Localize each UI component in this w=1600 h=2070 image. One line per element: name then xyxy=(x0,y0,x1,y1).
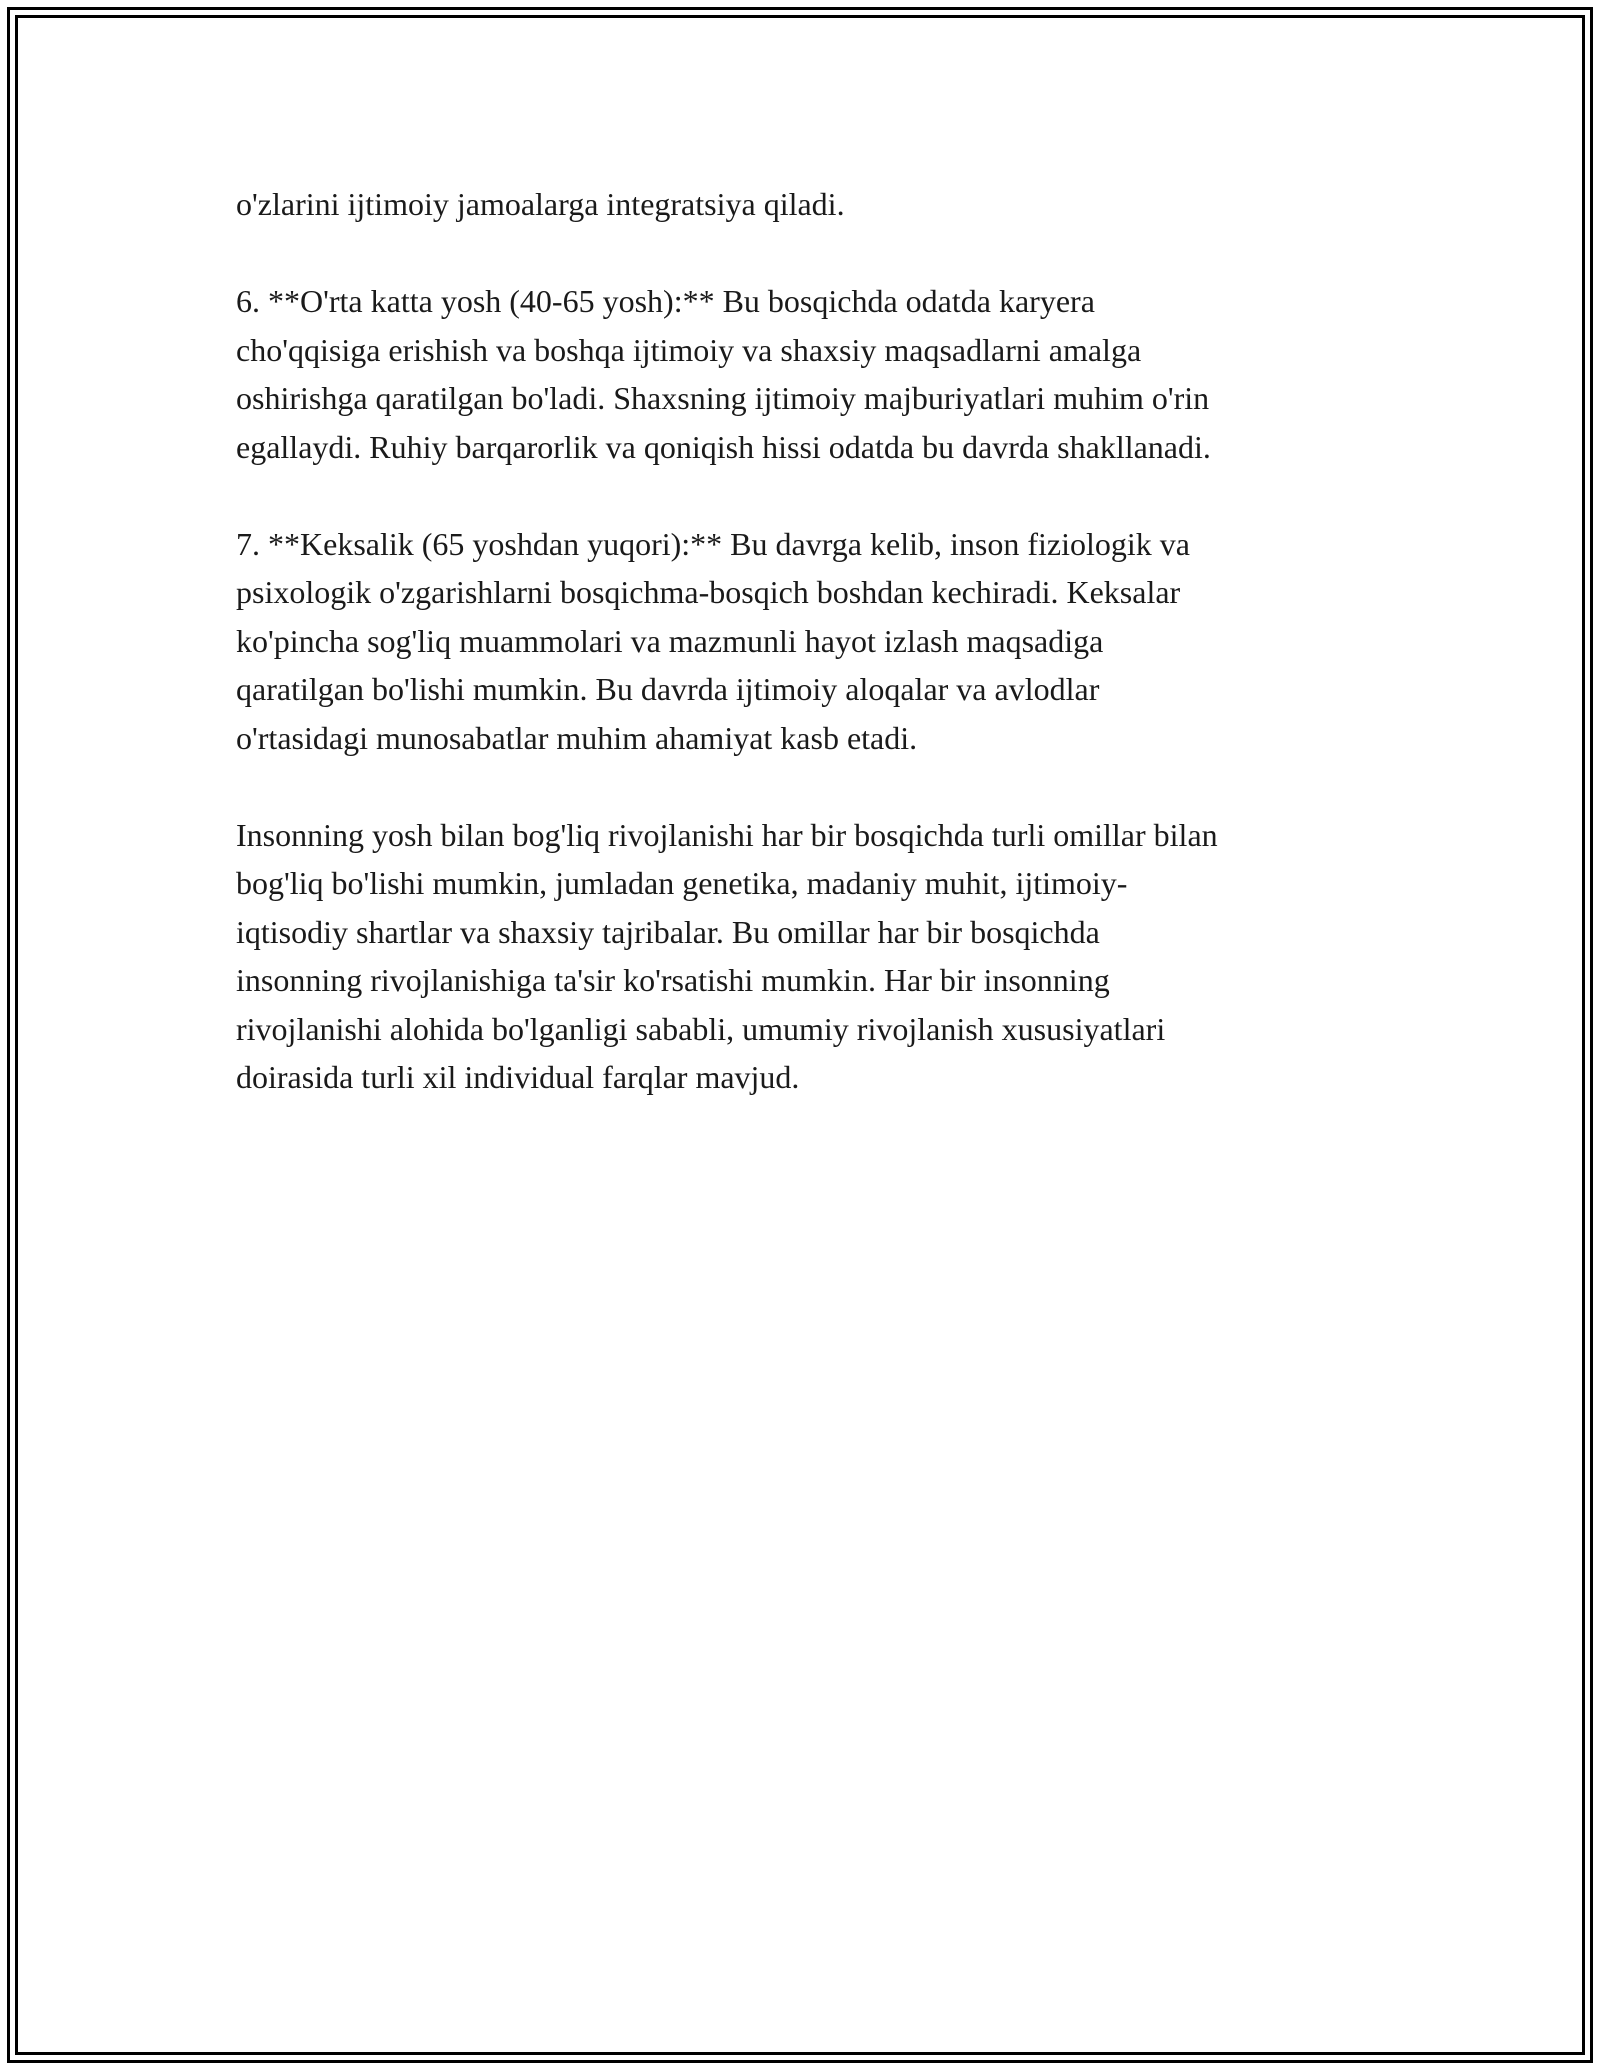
paragraph-middle-adulthood: 6. **O'rta katta yosh (40-65 yosh):** Bu bosqichda odatda karyera cho'qqisiga erishish va boshqa ijtimoiy va shaxsiy maqsadlarni amalga oshirishga qaratilgan bo'ladi. Shaxsning ijtimoiy majburiyatlari muhim o'rin egallaydi. Ruhiy barqarorlik va qoniqish hissi odatda bu davrda shakllanadi. xyxy=(236,283,1211,465)
paragraph-conclusion: Insonning yosh bilan bog'liq rivojlanishi har bir bosqichda turli omillar bilan bog'liq bo'lishi mumkin, jumladan genetika, madaniy muhit, ijtimoiy- iqtisodiy shartlar va shaxsiy tajribalar. Bu omillar har bir bosqichda insonning rivojlanishiga ta'sir ko'rsatishi mumkin. Har bir insonning rivojlanishi alohida bo'lganligi sababli, umumiy rivojlanish xususiyatlari doirasida turli xil individual farqlar mavjud. xyxy=(236,816,1218,1095)
document-body xyxy=(236,180,1376,1150)
paragraph-intro-continuation: o'zlarini ijtimoiy jamoalarga integratsiya qiladi. xyxy=(236,186,845,222)
paragraph-old-age: 7. **Keksalik (65 yoshdan yuqori):** Bu davrga kelib, inson fiziologik va psixologik o'zgarishlarni bosqichma-bosqich boshdan kechiradi. Keksalar ko'pincha sog'liq muammolari va mazmunli hayot izlash maqsadiga qaratilgan bo'lishi mumkin. Bu davrda ijtimoiy aloqalar va avlodlar o'rtasidagi munosabatlar muhim ahamiyat kasb etadi. xyxy=(236,525,1190,756)
